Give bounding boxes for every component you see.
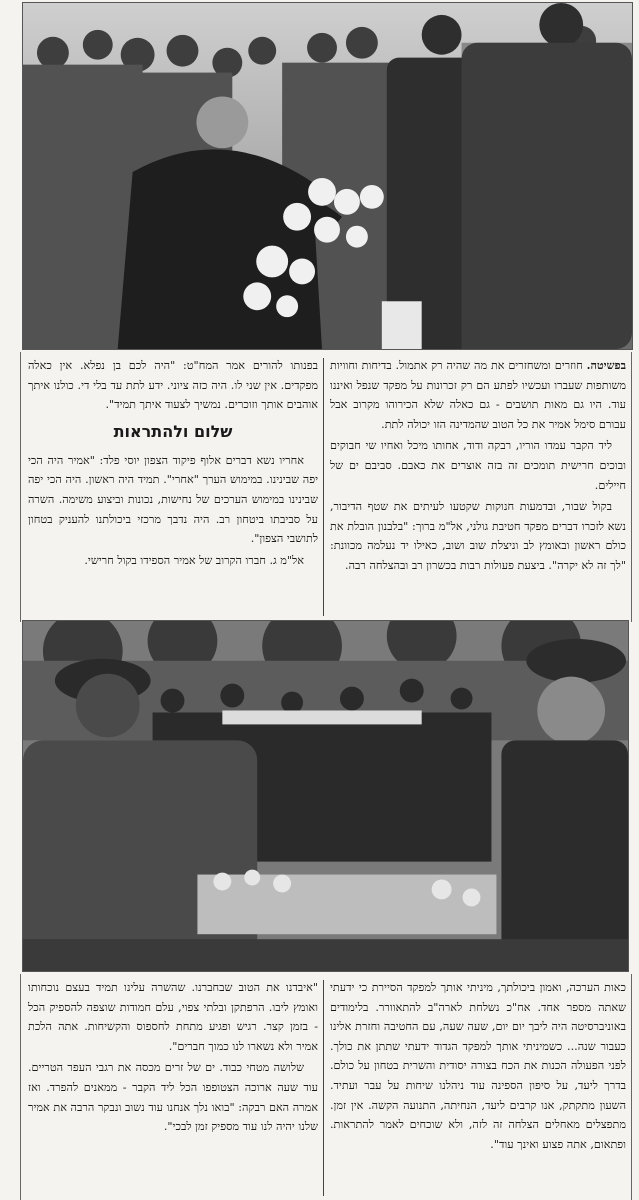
- column-divider: [323, 358, 324, 616]
- honor-guard-photo: [22, 620, 629, 972]
- article-column-bottom-left: [28, 978, 318, 1200]
- paragraph: בפשיטה. חוזרים ומשחזרים את מה שהיה רק אתמול. בדיחות וחוויות משותפות שעברו ועכשיו לפתע הם רק זכרונות על מפקד שנפל ואיננו עוד. היו גם מאות תושבים - גם כאלה שלא הכירוהו מקרוב אבל עבורם סימל אמיר את כל הטוב שהמדינה הזו יכולה לתת.: [330, 358, 626, 431]
- paragraph: ליד הקבר עמדו הוריו, רבקה ודוד, אחותו מיכל ואחיו שי חבוקים ובוכים חרישית תומכים זה בזה אוצרים את כאבם. סביבם ים של חיילים.: [330, 439, 626, 492]
- paragraph: בקול שבור, ובדמעות חנוקות שקטעו לעיתים את שטף הדיבור, נשא לזכרו דברים מפקד חטיבת גולני, אל"מ ברוך: "בלבנון הובלת את כולם ראשון ובאומץ לב וניצלת שוב ושוב, כאילו יד נעלמה מכוונת: "לך זה לא יקרה". ביצעת פעולות רבות בכשרון רב ובהצלחה רבה.: [330, 500, 626, 572]
- funeral-wreath-photo: [22, 2, 633, 350]
- paragraph: בפנותו להורים אמר המח"ט: "היה לכם בן נפלא. אין כאלה מפקדים. אין שני לו. היה כזה ציוני. ידע לתת עד בלי די. כולנו איתך אוהבים אותך וזוכרים. נמשיך לצעוד איתך תמיד".: [28, 359, 318, 412]
- article-column-top-left: [28, 356, 318, 618]
- article-column-top-right: [330, 356, 626, 618]
- section-heading: שלום ולהתראות: [113, 421, 233, 441]
- column-divider: [323, 980, 324, 1196]
- paragraph: כאות הערכה, ואמון ביכולתך, מיניתי אותך למפקד הסיירת כי ידעתי שאתה מספר אחד. אח"כ נשלחת לארה"ב להתאוורר. בלימודים באוניברסיטה היה ליבך יום יום, שעה שעה, עם החטיבה וחזרת אלינו כעבור שנה... כשמיניתי אותך למפקד הגדוד ידעתי שתתן את כולך. לפני הפעולה הכנות את הכח בצורה יסודית והשרית בטחון על כולם. בדרך ליעד, על סיפון הספינה עוד ניהלנו שיחות על עבר ועתיד. השעון מתקתק, אנו קרבים ליעד, הנחיתה, התנועה הקשה. אין זמן. מתפצלים מאחלים הצלחה זה לזה, ולא שוכחים לאמר להתראות. ופתאום, אתה פצוע ואינך עוד".: [330, 981, 626, 1151]
- paragraph: "איבדנו את הטוב שבחברנו. שהשרה עלינו תמיד בעצם נוכחותו ואומץ ליבו. הרפתקן ובלתי צפוי, עלם חמודות שוצפה להספיק הכל - בזמן קצר. רגיש ופגיע מתחת לחספוס והקשיחות. אתה הלכת אמיר ולא נשארו לנו כמוך חברים".: [28, 981, 318, 1053]
- paragraph: אל"מ ג. חברו הקרוב של אמיר הספידו בקול חרישי.: [84, 553, 304, 567]
- paragraph: אחריו נשא דברים אלוף פיקוד הצפון יוסי פלד: "אמיר היה הכי יפה שבינינו. במימוש הערך "אחרי". תמיד היה ראשון. היה הכי יפה שבינינו במימוש הערכים של נחישות, נכונות וביצוע משימה. השרה על סביבתו ביטחון רב. היה נדבך מרכזי ביכולתנו להעניק בטחון לתושבי הצפון".: [28, 453, 318, 546]
- article-column-bottom-right: [330, 978, 626, 1200]
- paragraph: שלושה מטחי כבוד. ים של זרים מכסה את רגבי העפר הטריים. עוד שעה ארוכה הצטופפו הכל ליד הקבר - ממאנים להפרד. ואז אמרה האם רבקה: "בואו נלך אנחנו עוד נשוב ונבקר הרבה את אמיר שלנו יהיה לנו עוד מספיק זמן לבכי".: [28, 1061, 318, 1134]
